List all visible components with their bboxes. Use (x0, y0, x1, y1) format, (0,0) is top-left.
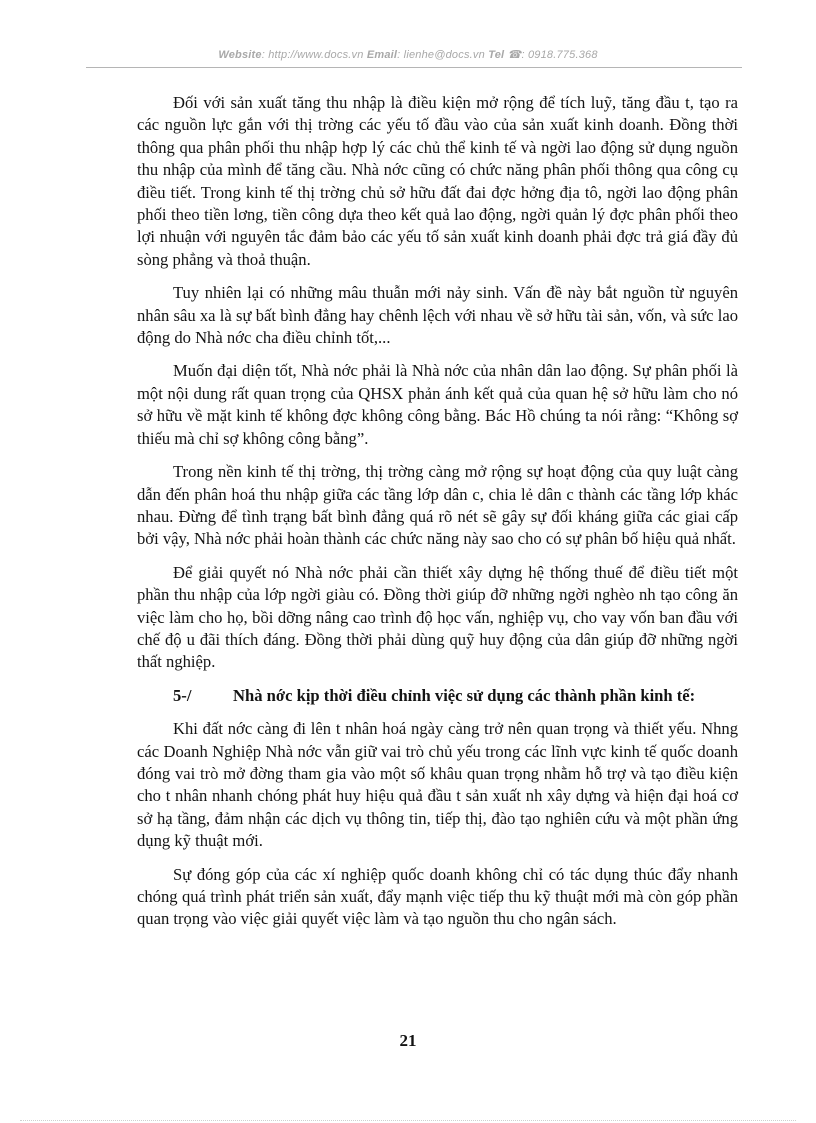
paragraph: Sự đóng góp của các xí nghiệp quốc doanh không chỉ có tác dụng thúc đẩy nhanh chóng quá trình phát triển sản xuất, đẩy mạnh việc tiếp thu kỹ thuật mới mà còn góp phần quan trọng vào việc giải quyết việc làm và tạo nguồn thu cho ngân sách. (137, 864, 738, 929)
paragraph: Đối với sản xuất tăng thu nhập là điều kiện mở rộng để tích luỹ, tăng đầu t, tạo ra các nguồn lực gắn với thị trờng các yếu tố đầu vào của sản xuất kinh doanh. Đồng thời thông qua phân phối thu nhập hợp lý các chủ thể kinh tế và ngời lao động sử dụng nguồn thu nhập của mình để tăng cầu. Nhà nớc cũng có chức năng phân phối thông qua công cụ điều tiết. Trong kinh tế thị trờng chủ sở hữu đất đai đợc hởng địa tô, ngời lao động phân phối theo tiền lơng, tiền công dựa theo kết quả lao động, ngời quản lý đợc phân phối theo lợi nhuận với nguyên tắc đảm bảo các yếu tố sản xuất kinh doanh phải đợc trả giá đầy đủ sòng phẳng và thoả thuận. (137, 93, 738, 269)
page-number: 21 (399, 1031, 417, 1050)
paragraph: Trong nền kinh tế thị trờng, thị trờng càng mở rộng sự hoạt động của quy luật càng dẫn đến phân hoá thu nhập giữa các tầng lớp dân c, chia lẻ dân c thành các tầng lớp khác nhau. Đừng để tình trạng bất bình đẳng quá rõ nét sẽ gây sự đối kháng giữa các giai cấp bởi vậy, Nhà nớc phải hoàn thành các chức năng này sao cho có sự phân bố hiệu quả nhất. (137, 462, 738, 549)
paragraph: Tuy nhiên lại có những mâu thuẫn mới nảy sinh. Vấn đề này bắt nguồn từ nguyên nhân sâu xa là sự bất bình đẳng hay chênh lệch với nhau về sở hữu tài sản, vốn, và sức lao động do Nhà nớc cha điều chỉnh tốt,... (137, 283, 738, 348)
tel-label: Tel (488, 49, 505, 61)
phone-icon: ☎ (507, 49, 522, 61)
section-heading (173, 685, 738, 707)
website-label: Website (218, 49, 262, 61)
website-value: : http://www.docs.vn (261, 49, 364, 61)
email-label: Email (366, 49, 398, 61)
section-title: Nhà nớc kịp thời điều chỉnh việc sử dụng các thành phần kinh tế: (233, 685, 696, 705)
page-header (0, 48, 816, 61)
email-value: : lienhe@docs.vn (397, 49, 485, 61)
header-divider (86, 67, 742, 68)
section-number: 5-/ (173, 685, 192, 705)
paragraph: Muốn đại diện tốt, Nhà nớc phải là Nhà nớc của nhân dân lao động. Sự phân phối là một nội dung rất quan trọng của QHSX phản ánh kết quả của quan hệ sở hữu làm cho nó sở hữu về mặt kinh tế không đợc không công bằng. Bác Hồ chúng ta nói rằng: “Không sợ thiếu mà chỉ sợ không công bằng”. (137, 361, 738, 448)
page-body (137, 92, 738, 942)
footer-divider (20, 1120, 796, 1121)
paragraph: Để giải quyết nó Nhà nớc phải cần thiết xây dựng hệ thống thuế để điều tiết một phần thu nhập của lớp ngời giàu có. Đồng thời giúp đỡ những ngời nghèo nh tạo công ăn việc làm cho họ, bồi dỡng nâng cao trình độ học vấn, nghiệp vụ, cho vay vốn ban đầu với chế độ u đãi thích đáng. Đồng thời phải dùng quỹ huy động của dân giúp đỡ những ngời thất nghiệp. (137, 562, 738, 672)
paragraph: Khi đất nớc càng đi lên t nhân hoá ngày càng trở nên quan trọng và thiết yếu. Nhng các Doanh Nghiệp Nhà nớc vẫn giữ vai trò chủ yếu trong các lĩnh vực kinh tế quốc doanh đóng vai trò mở đờng tham gia vào một số khâu quan trọng nhằm hỗ trợ và tạo điều kiện cho t nhân nhanh chóng phát huy hiệu quả đầu t sản xuất nh xây dựng và hiện đại hoá cơ sở hạ tầng, đảm nhận các dịch vụ thông tin, tiếp thị, đào tạo nghiên cứu và một phần ứng dụng kỹ thuật mới. (137, 719, 738, 851)
tel-value: : 0918.775.368 (521, 49, 598, 61)
